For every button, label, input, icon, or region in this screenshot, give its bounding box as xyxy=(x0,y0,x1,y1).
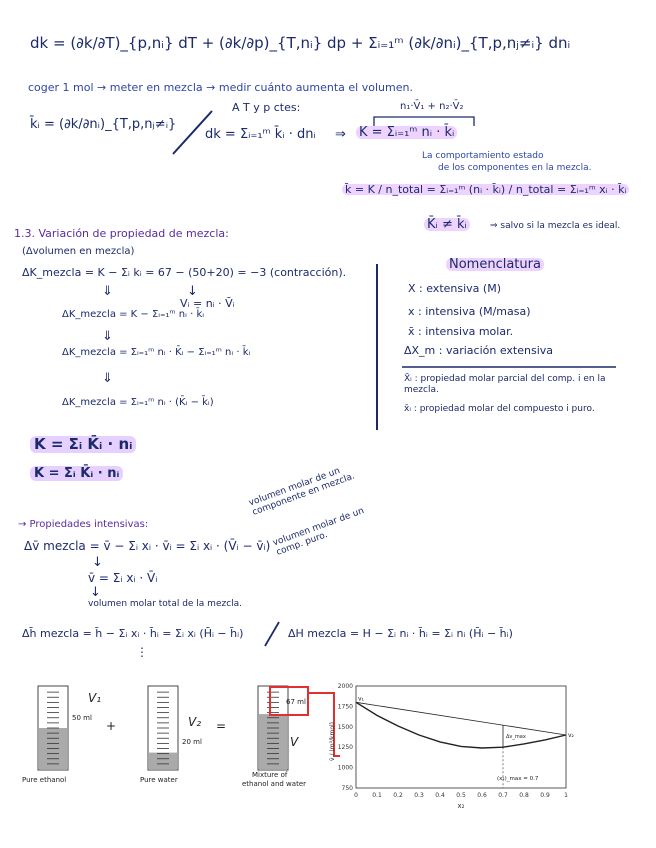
cyl1-symbol: V₁ xyxy=(88,691,102,705)
delta-h-equation: ΔH mezcla = H − Σᵢ nᵢ · h̄ᵢ = Σᵢ nᵢ (H̄ᵢ − h̄ᵢ) xyxy=(288,627,513,640)
nomenclature-item-5: X̄ᵢ : propiedad molar parcial del comp. i en la mezcla. xyxy=(404,374,606,395)
nomenclature-item-6: x̄ᵢ : propiedad molar del compuesto i puro. xyxy=(404,404,595,414)
ideal-note: ⇒ salvo si la mezcla es ideal. xyxy=(490,221,621,231)
v-bar-equation: v̄ = Σᵢ xᵢ · V̄ᵢ xyxy=(88,571,158,585)
section-title: 1.3. Variación de propiedad de mezcla: xyxy=(14,227,229,240)
delta-v-equation: Δv̄ mezcla = v̄ − Σᵢ xᵢ · v̄ᵢ = Σᵢ xᵢ · (V̄ᵢ − v̄ᵢ) xyxy=(24,539,271,553)
k-big-sum-2: K = Σᵢ K̄ᵢ · nᵢ xyxy=(30,466,123,481)
nomenclature-item-2: x : intensiva (M/masa) xyxy=(408,305,531,318)
y-tick-label: 750 xyxy=(341,785,353,792)
x-tick-label: 0.1 xyxy=(372,792,382,799)
y-tick-label: 1250 xyxy=(337,744,353,752)
delta-k-eq4: ΔK_mezcla = Σᵢ₌₁ᵐ nᵢ · (K̄ᵢ − k̄ᵢ) xyxy=(62,397,214,408)
y-tick-label: 1500 xyxy=(337,723,353,731)
x-tick-label: 0.9 xyxy=(540,792,550,799)
cylinder-water xyxy=(148,686,178,770)
delta-v-max-annotation: Δv_max xyxy=(506,734,526,741)
k-big-sum: K = Σᵢ K̄ᵢ · nᵢ xyxy=(30,436,136,453)
nomenclature-item-1: X : extensiva (M) xyxy=(408,282,501,295)
partial-molar-definition: k̄ᵢ = (∂k/∂nᵢ)_{T,p,nⱼ≠ᵢ} xyxy=(30,117,177,132)
x-tick-label: 0.8 xyxy=(519,792,529,799)
dk-sum: dk = Σᵢ₌₁ᵐ k̄ᵢ · dnᵢ xyxy=(205,127,316,142)
y-axis-label: v̄ / (m³/kmol) xyxy=(329,722,336,761)
continuation-dots: ⋮ xyxy=(136,645,148,659)
down-arrow-2: ↓ xyxy=(187,284,198,299)
cyl2-volume-label: 20 ml xyxy=(182,738,202,746)
delta-k-equation: ΔK_mezcla = K − Σᵢ kᵢ = 67 − (50+20) = −3 (contracción). xyxy=(22,266,347,279)
x-tick-label: 0.5 xyxy=(456,792,466,799)
x-tick-label: 0 xyxy=(354,792,358,799)
x-tick-label: 0.7 xyxy=(498,792,508,799)
cyl3-symbol: V xyxy=(290,735,299,749)
note-total-volume: volumen molar total de la mezcla. xyxy=(88,599,243,609)
behavior-note-1: La comportamiento estado xyxy=(422,151,544,161)
down-arrow-5: ↓ xyxy=(92,555,103,570)
implies-arrow: ⇒ xyxy=(335,127,346,142)
section-subtitle: (Δvolumen en mezcla) xyxy=(22,246,135,257)
nomenclature-item-4: ΔX_m : variación extensiva xyxy=(404,344,554,357)
cyl2-symbol: V₂ xyxy=(188,715,202,729)
nomenclature-separator xyxy=(400,364,620,370)
cyl1-volume-label: 50 ml xyxy=(72,714,92,722)
delta-k-eq3: ΔK_mezcla = Σᵢ₌₁ᵐ nᵢ · K̄ᵢ − Σᵢ₌₁ᵐ nᵢ · k̄ᵢ xyxy=(62,347,251,358)
cyl3-caption-1: Mixture of xyxy=(252,771,288,779)
v2-annotation: v₂ xyxy=(568,731,574,739)
down-arrow-1: ⇓ xyxy=(102,284,113,299)
delta-h-bar-equation: Δh̄ mezcla = h̄ − Σᵢ xᵢ · h̄ᵢ = Σᵢ xᵢ (H̄ᵢ − h̄ᵢ) xyxy=(22,627,244,640)
intensive-title: → Propiedades intensivas: xyxy=(18,519,149,530)
plot-frame xyxy=(356,686,566,788)
equals-sign: = xyxy=(216,719,227,733)
nomenclature-title: Nomenclatura xyxy=(446,258,544,271)
down-arrow-4: ⇓ xyxy=(102,371,113,386)
vertical-divider xyxy=(372,262,382,432)
x-tick-label: 1 xyxy=(564,792,568,799)
k-sum: K = Σᵢ₌₁ᵐ nᵢ · k̄ᵢ xyxy=(356,126,457,139)
y-tick-label: 2000 xyxy=(337,683,353,690)
plus-sign: + xyxy=(106,719,117,733)
x-tick-label: 0.3 xyxy=(414,792,424,799)
down-arrow-6: ↓ xyxy=(90,585,101,600)
mol-note: coger 1 mol → meter en mezcla → medir cuánto aumenta el volumen. xyxy=(28,81,413,94)
cylinder-mixture xyxy=(258,686,288,770)
cyl1-caption: Pure ethanol xyxy=(22,776,67,784)
y-tick-label: 1000 xyxy=(337,764,353,772)
note-partial-volume: volumen molar de un componente en mezcla. xyxy=(247,466,357,518)
x-tick-label: 0.4 xyxy=(435,792,445,799)
v1-annotation: v₁ xyxy=(358,695,364,703)
main-equation: dk = (∂k/∂T)_{p,nᵢ} dT + (∂k/∂p)_{T,nᵢ} dp + Σᵢ₌₁ᵐ (∂k/∂nᵢ)_{T,p,nⱼ≠ᵢ} dnᵢ xyxy=(30,34,571,52)
delta-k-eq2: ΔK_mezcla = K − Σᵢ₌₁ᵐ nᵢ · k̄ᵢ xyxy=(62,309,205,320)
note-pure-volume: volumen molar de un comp. puro. xyxy=(271,506,366,558)
cyl3-caption-2: ethanol and water xyxy=(242,780,307,788)
vi-equation: Vᵢ = nᵢ · V̄ᵢ xyxy=(180,297,235,310)
cyl3-volume-label: 67 ml xyxy=(286,698,306,706)
cyl2-caption: Pure water xyxy=(140,776,178,784)
molar-volume-chart xyxy=(320,676,590,816)
x-max-annotation: (x₂)_max = 0.7 xyxy=(497,776,539,782)
nomenclature-item-3: x̄ : intensiva molar. xyxy=(408,325,514,338)
k-bar-equation: k̄ = K / n_total = Σᵢ₌₁ᵐ (nᵢ · k̄ᵢ) / n_total = Σᵢ₌₁ᵐ xᵢ · k̄ᵢ xyxy=(342,184,629,195)
x-axis-label: x₂ xyxy=(457,802,465,810)
cylinder-figure xyxy=(0,680,340,790)
behavior-note-2: de los componentes en la mezcla. xyxy=(438,163,592,173)
partial-neq-pure: K̄ᵢ ≠ k̄ᵢ xyxy=(424,218,470,231)
cylinder-ethanol xyxy=(38,686,68,770)
x-tick-label: 0.2 xyxy=(393,792,403,799)
down-arrow-3: ⇓ xyxy=(102,329,113,344)
x-tick-label: 0.6 xyxy=(477,792,487,799)
const-label: A T y p ctes: xyxy=(232,101,301,114)
slash-divider-2 xyxy=(262,620,282,648)
bracket-note: n₁·V̄₁ + n₂·V̄₂ xyxy=(400,101,464,112)
y-tick-label: 1750 xyxy=(337,703,353,711)
